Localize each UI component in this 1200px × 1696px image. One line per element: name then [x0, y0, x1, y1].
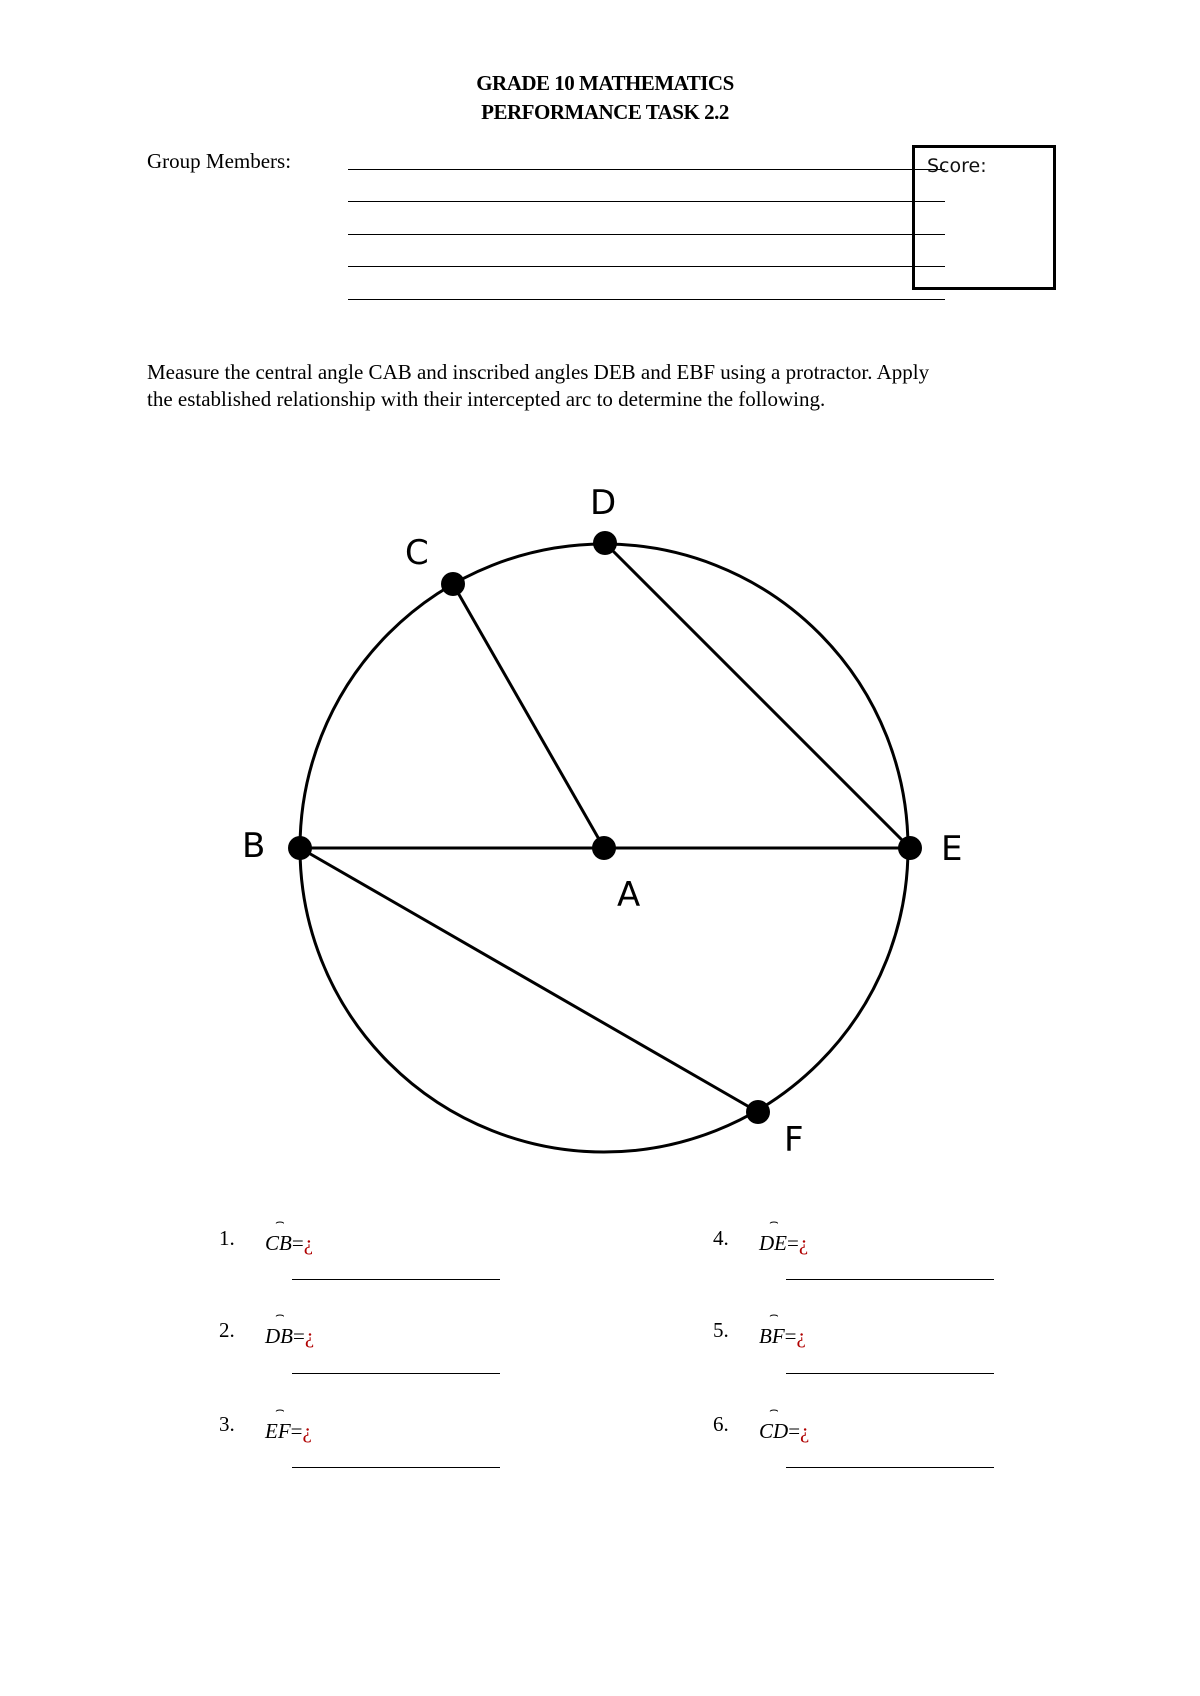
answer-line-4[interactable]: [786, 1279, 994, 1280]
arc-expression: ⌢ CD=¿: [759, 1402, 810, 1443]
group-members-label: Group Members:: [147, 149, 292, 173]
arc-expression: ⌢ DE=¿: [759, 1214, 809, 1255]
label-f: F: [784, 1120, 804, 1160]
point-a: [592, 836, 616, 860]
arc-symbol-icon: ⌢: [275, 1402, 285, 1418]
label-a: A: [617, 875, 641, 915]
label-b: B: [242, 826, 266, 866]
score-label: Score:: [927, 155, 987, 177]
question-number: 2.: [219, 1318, 235, 1342]
answer-line-6[interactable]: [786, 1467, 994, 1468]
point-f: [746, 1100, 770, 1124]
question-number: 4.: [713, 1226, 729, 1250]
instructions-line-2: the established relationship with their intercepted arc to determine the following.: [147, 387, 826, 411]
point-d: [593, 531, 617, 555]
arc-symbol-icon: ⌢: [275, 1214, 285, 1230]
label-e: E: [941, 829, 963, 869]
answer-line-5[interactable]: [786, 1373, 994, 1374]
arc-symbol-icon: ⌢: [769, 1307, 779, 1323]
question-number: 3.: [219, 1412, 235, 1436]
worksheet-subtitle: PERFORMANCE TASK 2.2: [481, 100, 729, 124]
arc-expression: ⌢ EF=¿: [265, 1402, 312, 1443]
arc-expression: ⌢ CB=¿: [265, 1214, 314, 1255]
radius-ac: [453, 584, 604, 848]
question-number: 1.: [219, 1226, 235, 1250]
label-d: D: [590, 483, 617, 523]
arc-symbol-icon: ⌢: [275, 1307, 285, 1323]
answer-line-2[interactable]: [292, 1373, 500, 1374]
point-b: [288, 836, 312, 860]
chord-de: [605, 543, 910, 848]
question-number: 5.: [713, 1318, 729, 1342]
answer-line-1[interactable]: [292, 1279, 500, 1280]
arc-expression: ⌢ DB=¿: [265, 1307, 315, 1348]
instructions-line-1: Measure the central angle CAB and inscribed angles DEB and EBF using a protractor. Apply: [147, 360, 930, 384]
label-c: C: [405, 533, 429, 573]
question-number: 6.: [713, 1412, 729, 1436]
point-e: [898, 836, 922, 860]
point-c: [441, 572, 465, 596]
chord-bf: [300, 848, 758, 1112]
arc-expression: ⌢ BF=¿: [759, 1307, 806, 1348]
worksheet-title: GRADE 10 MATHEMATICS: [476, 71, 734, 95]
arc-symbol-icon: ⌢: [769, 1402, 779, 1418]
answer-line-3[interactable]: [292, 1467, 500, 1468]
arc-symbol-icon: ⌢: [769, 1214, 779, 1230]
